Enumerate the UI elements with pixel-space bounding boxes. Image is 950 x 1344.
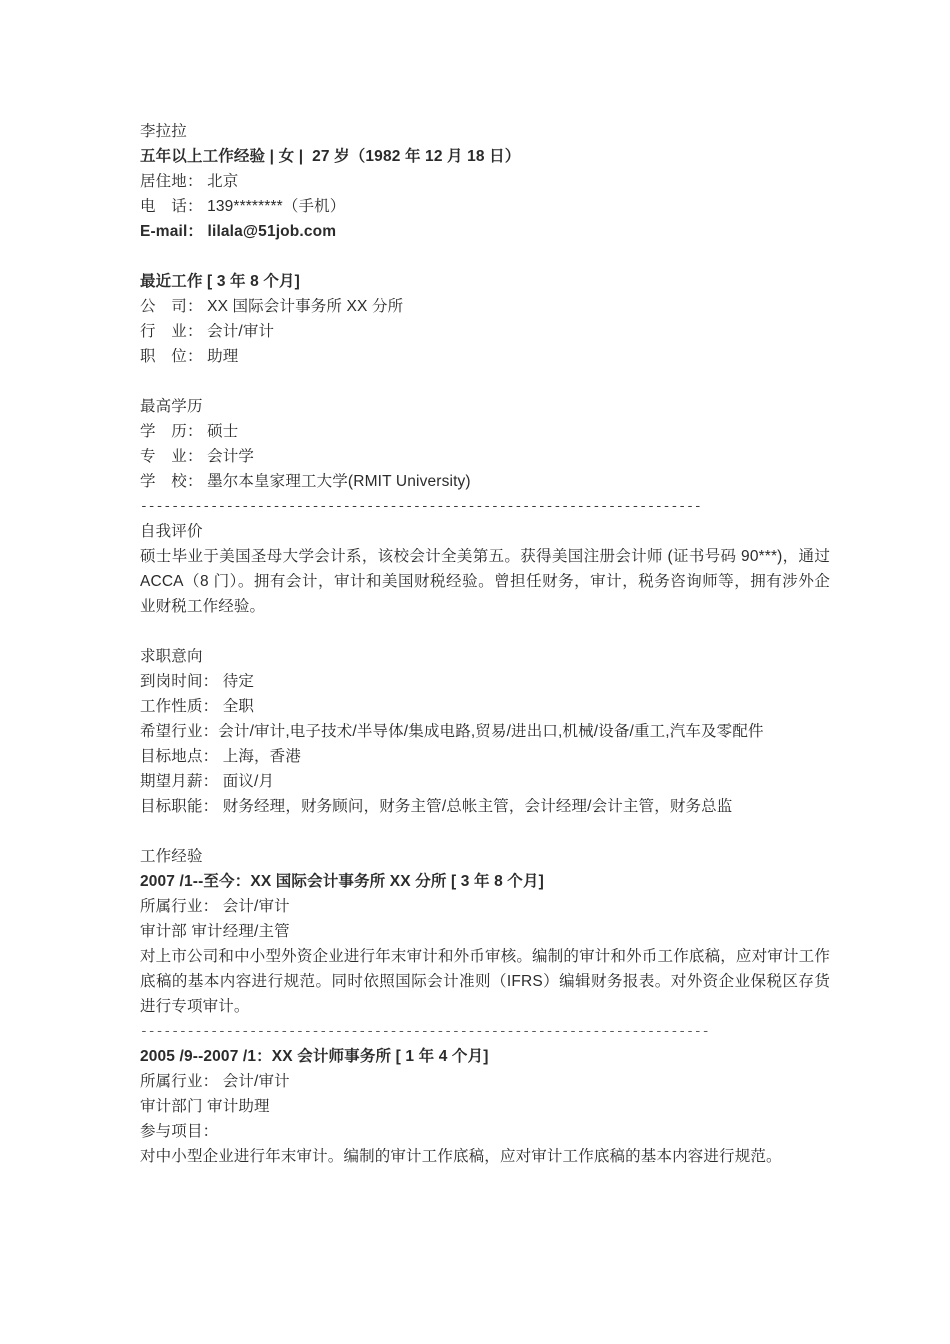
spacer	[140, 619, 830, 644]
residence-value: 北京	[207, 173, 239, 190]
recent-job-position-value: 助理	[207, 348, 239, 365]
phone-label: 电 话：	[140, 198, 203, 215]
major-label: 专 业：	[140, 448, 203, 465]
desired-industry-label: 希望行业：	[140, 723, 219, 740]
work-type-value: 全职	[222, 698, 255, 715]
recent-job-heading: 最近工作 [ 3 年 8 个月]	[140, 273, 300, 290]
entry-description: 对中小型企业进行年末审计。编制的审计工作底稿，应对审计工作底稿的基本内容进行规范。	[140, 1148, 782, 1165]
spacer	[140, 244, 830, 269]
target-location-label: 目标地点：	[140, 748, 219, 765]
spacer	[140, 819, 830, 844]
recent-job-industry-value: 会计/审计	[207, 323, 275, 340]
expected-salary-label: 期望月薪：	[140, 773, 219, 790]
entry-period-company: 2007 /1--至今：XX 国际会计事务所 XX 分所 [ 3 年 8 个月]	[140, 873, 544, 890]
available-time-line	[140, 669, 830, 694]
target-function-value: 财务经理，财务顾问，财务主管/总帐主管，会计经理/会计主管，财务总监	[222, 798, 733, 815]
section-divider-mid: -------------------------------------------------------------------------	[140, 1024, 710, 1039]
job-intention-heading: 求职意向	[140, 648, 203, 665]
residence-label: 居住地：	[140, 173, 203, 190]
email-line	[140, 219, 830, 244]
email-label: E-mail：	[140, 223, 204, 240]
personal-info-block	[140, 119, 830, 244]
degree-label: 学 历：	[140, 423, 203, 440]
entry-department-title: 审计部 审计经理/主管	[140, 923, 290, 940]
work-type-line	[140, 694, 830, 719]
work-experience-block	[140, 844, 830, 1169]
phone-value: 139********（手机）	[207, 198, 346, 215]
recent-job-position-label: 职 位：	[140, 348, 203, 365]
work-experience-heading: 工作经验	[140, 848, 203, 865]
recent-job-company-value: XX 国际会计事务所 XX 分所	[207, 298, 404, 315]
self-evaluation-body: 硕士毕业于美国圣母大学会计系，该校会计全美第五。获得美国注册会计师 (证书号码 90***)，通过 ACCA（8 门）。拥有会计，审计和美国财税经验。曾担任财务，审计，税务咨询师等，拥有涉外企业财税工作经验。	[140, 548, 830, 615]
entry-description: 对上市公司和中小型外资企业进行年末审计和外币审核。编制的审计和外币工作底稿，应对审计工作底稿的基本内容进行规范。同时依照国际会计准则（IFRS）编辑财务报表。对外资企业保税区存货进行专项审计。	[140, 948, 830, 1015]
entry-industry-value: 会计/审计	[222, 898, 290, 915]
job-intention-block	[140, 644, 830, 819]
self-evaluation-block	[140, 519, 830, 619]
entry-period-company: 2005 /9--2007 /1：XX 会计师事务所 [ 1 年 4 个月]	[140, 1048, 489, 1065]
work-experience-entry	[140, 869, 830, 1019]
degree-line	[140, 419, 830, 444]
target-location-value: 上海，香港	[222, 748, 301, 765]
recent-job-position-line	[140, 344, 830, 369]
recent-job-industry-line	[140, 319, 830, 344]
recent-job-company-line	[140, 294, 830, 319]
desired-industry-value: 会计/审计,电子技术/半导体/集成电路,贸易/进出口,机械/设备/重工,汽车及零配件	[218, 723, 764, 740]
available-time-value: 待定	[222, 673, 255, 690]
candidate-name: 李拉拉	[140, 123, 187, 140]
target-location-line	[140, 744, 830, 769]
candidate-summary: 五年以上工作经验 | 女 | 27 岁（1982 年 12 月 18 日）	[140, 148, 521, 165]
highest-education-block	[140, 394, 830, 494]
recent-job-industry-label: 行 业：	[140, 323, 203, 340]
spacer	[140, 369, 830, 394]
school-line	[140, 469, 830, 494]
entry-industry-value: 会计/审计	[222, 1073, 290, 1090]
work-type-label: 工作性质：	[140, 698, 219, 715]
expected-salary-value: 面议/月	[222, 773, 275, 790]
major-line	[140, 444, 830, 469]
target-function-label: 目标职能：	[140, 798, 219, 815]
degree-value: 硕士	[207, 423, 239, 440]
school-value: 墨尔本皇家理工大学(RMIT University)	[207, 473, 471, 490]
entry-department-title: 审计部门 审计助理	[140, 1098, 270, 1115]
entry-industry-label: 所属行业：	[140, 1073, 219, 1090]
resume-document	[140, 119, 830, 1169]
work-experience-entry	[140, 1044, 830, 1169]
phone-line	[140, 194, 830, 219]
school-label: 学 校：	[140, 473, 203, 490]
major-value: 会计学	[207, 448, 255, 465]
section-divider-top: ------------------------------------------------------------------------	[140, 499, 702, 514]
highest-education-heading: 最高学历	[140, 398, 203, 415]
entry-projects-label: 参与项目：	[140, 1123, 219, 1140]
recent-job-block	[140, 269, 830, 369]
available-time-label: 到岗时间：	[140, 673, 219, 690]
desired-industry-line	[140, 719, 830, 744]
entry-industry-line	[140, 1069, 830, 1094]
email-value[interactable]: lilala@51job.com	[207, 223, 337, 240]
residence-line	[140, 169, 830, 194]
self-evaluation-heading: 自我评价	[140, 523, 203, 540]
entry-industry-line	[140, 894, 830, 919]
entry-industry-label: 所属行业：	[140, 898, 219, 915]
target-function-line	[140, 794, 830, 819]
recent-job-company-label: 公 司：	[140, 298, 203, 315]
expected-salary-line	[140, 769, 830, 794]
